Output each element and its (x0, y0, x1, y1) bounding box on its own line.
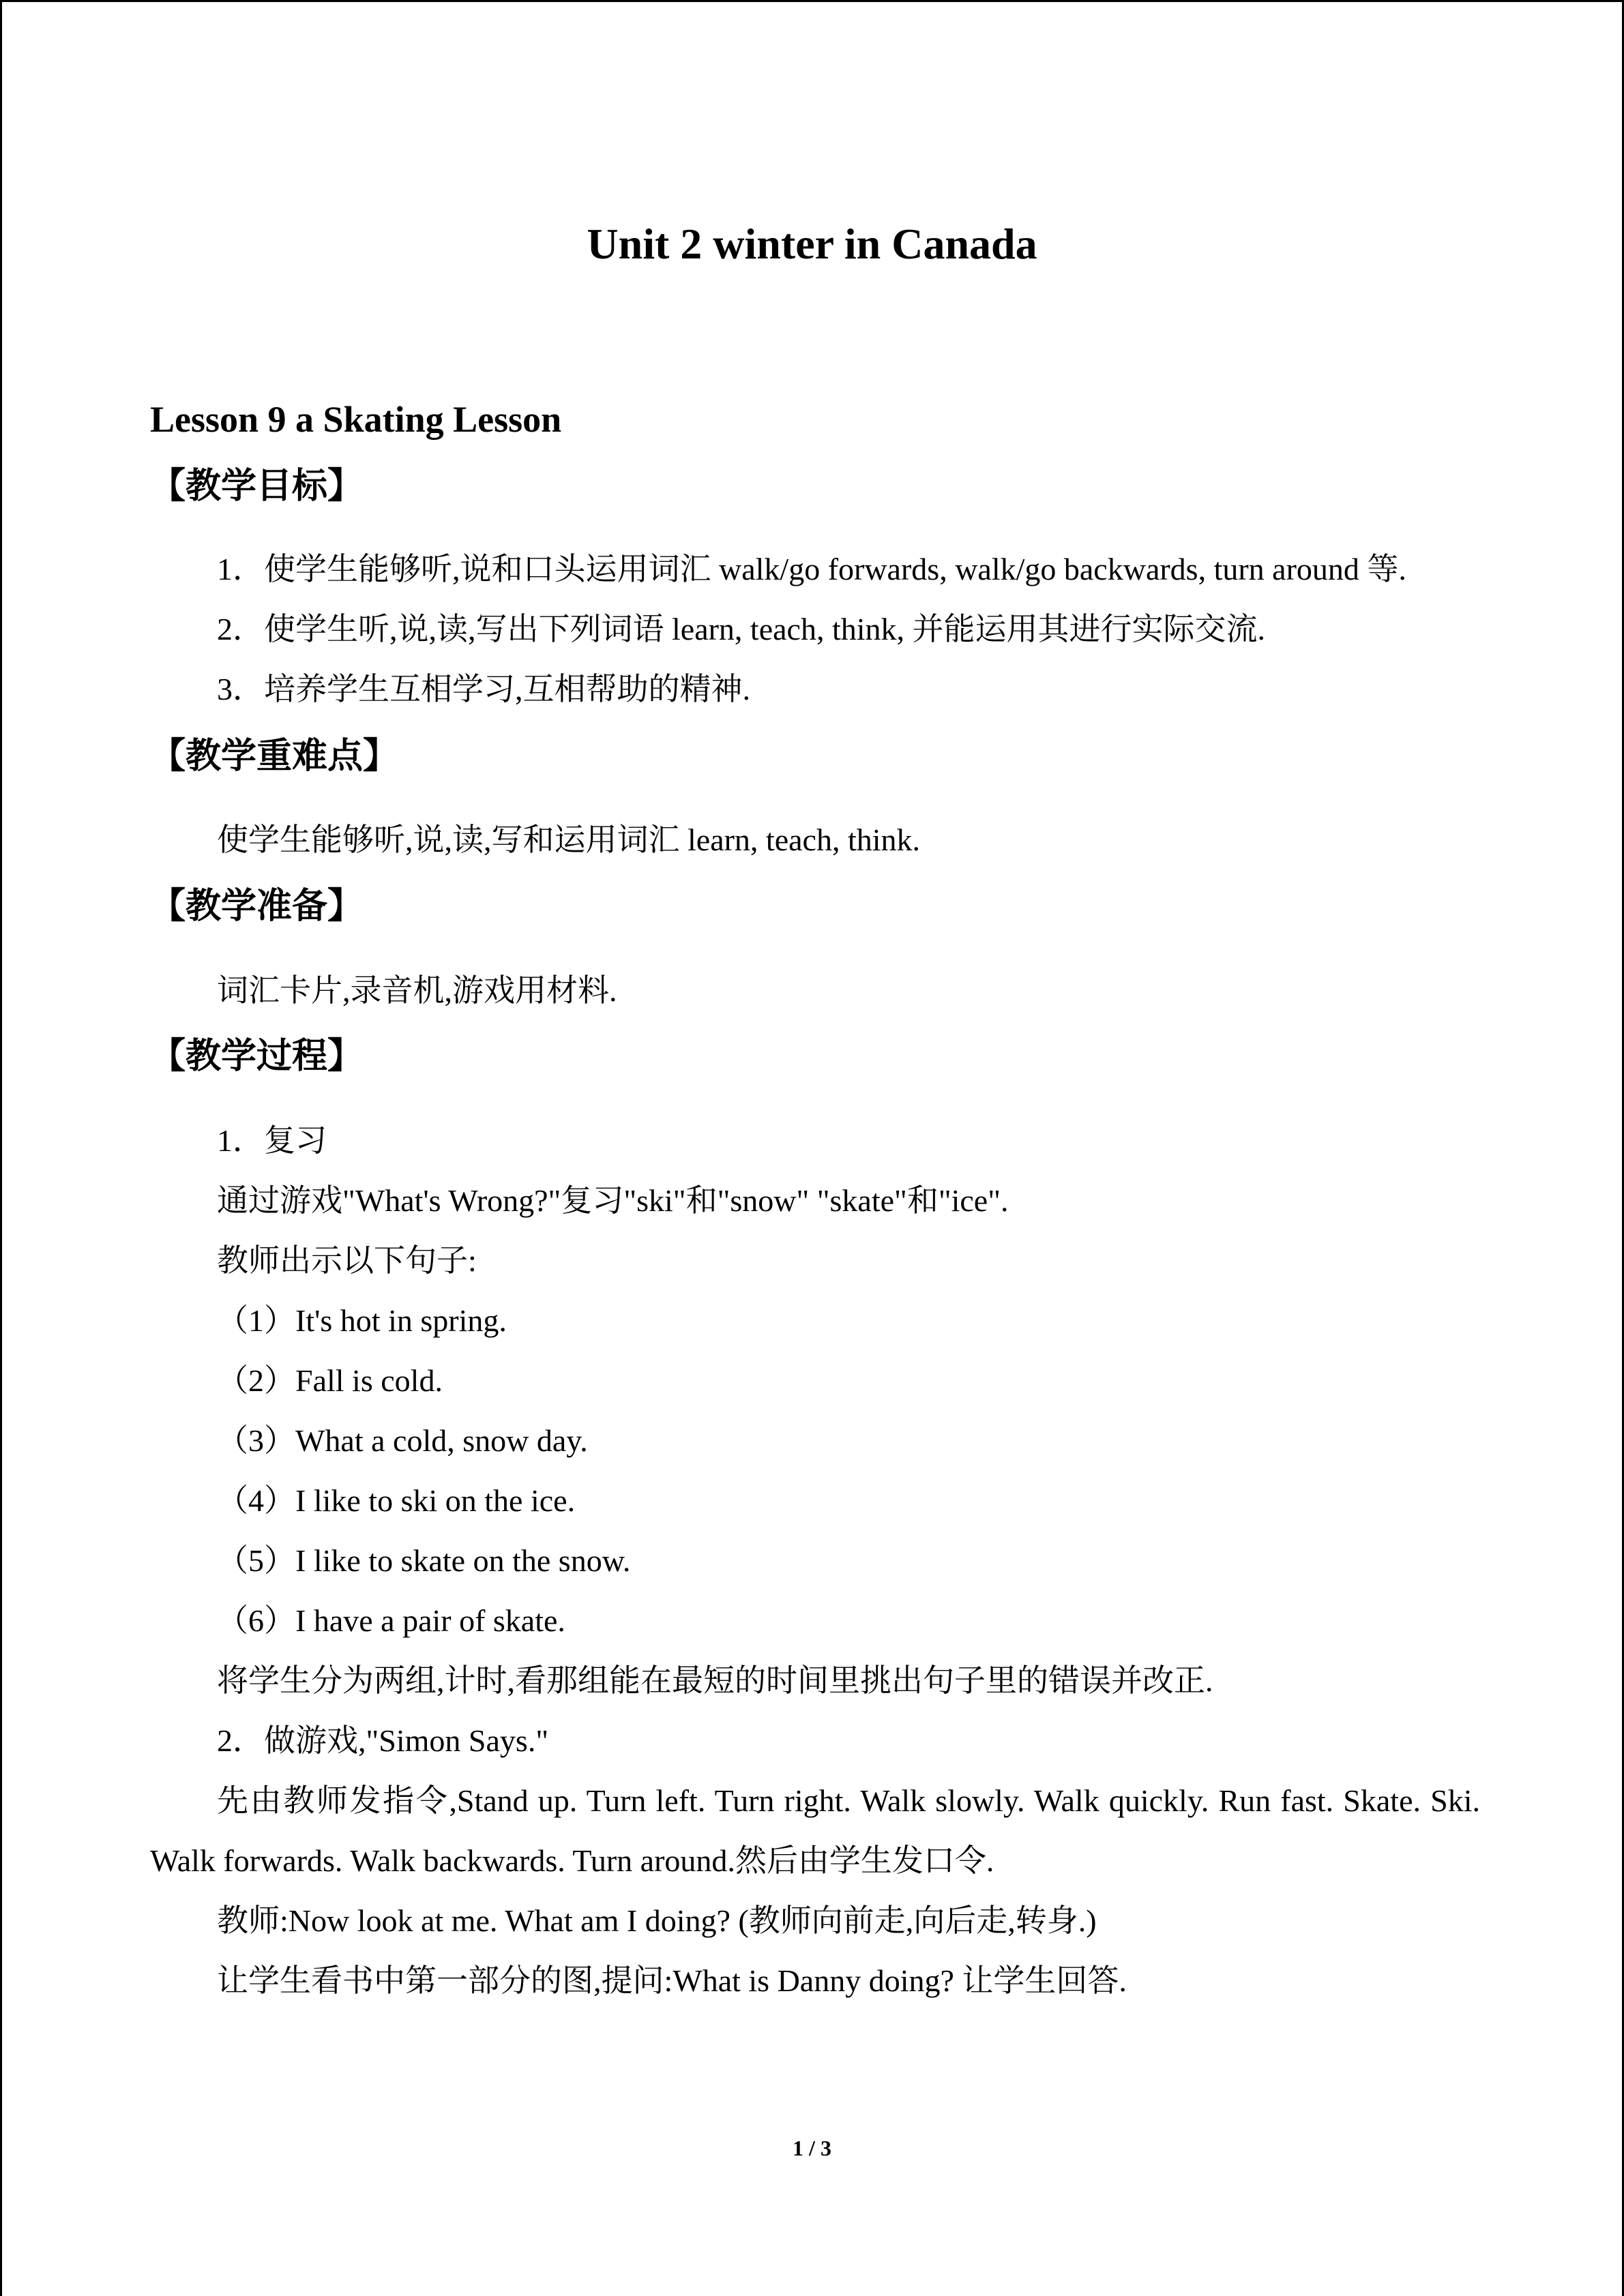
section-heading-key-points: 【教学重难点】 (150, 736, 399, 777)
process-sentence: （5）I like to skate on the snow. (217, 1543, 631, 1578)
section-heading-preparation: 【教学准备】 (150, 886, 364, 927)
page-number: 1 / 3 (793, 2136, 831, 2160)
key-points-text: 使学生能够听,说,读,写和运用词汇 learn, teach, think. (217, 822, 921, 857)
process-line: 通过游戏"What's Wrong?"复习"ski"和"snow" "skate"和"ice". (217, 1183, 1009, 1218)
objective-item: 1．使学生能够听,说和口头运用词汇 walk/go forwards, walk/go backwards, turn around 等. (217, 552, 1406, 586)
preparation-text: 词汇卡片,录音机,游戏用材料. (217, 973, 617, 1008)
process-paragraph: 先由教师发指令,Stand up. Turn left. Turn right. Walk slowly. Walk quickly. Run fast. Skate. Ski. Walk forwards. Walk backwards. Turn around.然后由学生发口令. (150, 1783, 1480, 1878)
document-title: Unit 2 winter in Canada (587, 220, 1037, 268)
process-sentence: （6）I have a pair of skate. (217, 1603, 565, 1638)
process-sentence: （4）I like to ski on the ice. (217, 1483, 576, 1518)
section-heading-process: 【教学过程】 (150, 1036, 364, 1077)
process-line: 让学生看书中第一部分的图,提问:What is Danny doing? 让学生回答. (217, 1963, 1127, 1998)
process-line: 1．复习 (217, 1123, 327, 1158)
process-sentence: （3）What a cold, snow day. (217, 1423, 588, 1458)
process-sentence: （2）Fall is cold. (217, 1363, 443, 1398)
objective-item: 3．培养学生互相学习,互相帮助的精神. (217, 672, 750, 706)
process-line: 教师出示以下句子: (217, 1243, 477, 1278)
process-sentence: （1）It's hot in spring. (217, 1303, 507, 1338)
process-line: 2．做游戏,"Simon Says." (217, 1723, 549, 1758)
process-line: 将学生分为两组,计时,看那组能在最短的时间里挑出句子里的错误并改正. (217, 1663, 1213, 1698)
lesson-title: Lesson 9 a Skating Lesson (150, 399, 562, 440)
section-heading-objectives: 【教学目标】 (150, 466, 364, 507)
process-line: 教师:Now look at me. What am I doing? (教师向前走,向后走,转身.) (217, 1903, 1097, 1938)
objective-item: 2．使学生听,说,读,写出下列词语 learn, teach, think, 并能运用其进行实际交流. (217, 612, 1266, 646)
